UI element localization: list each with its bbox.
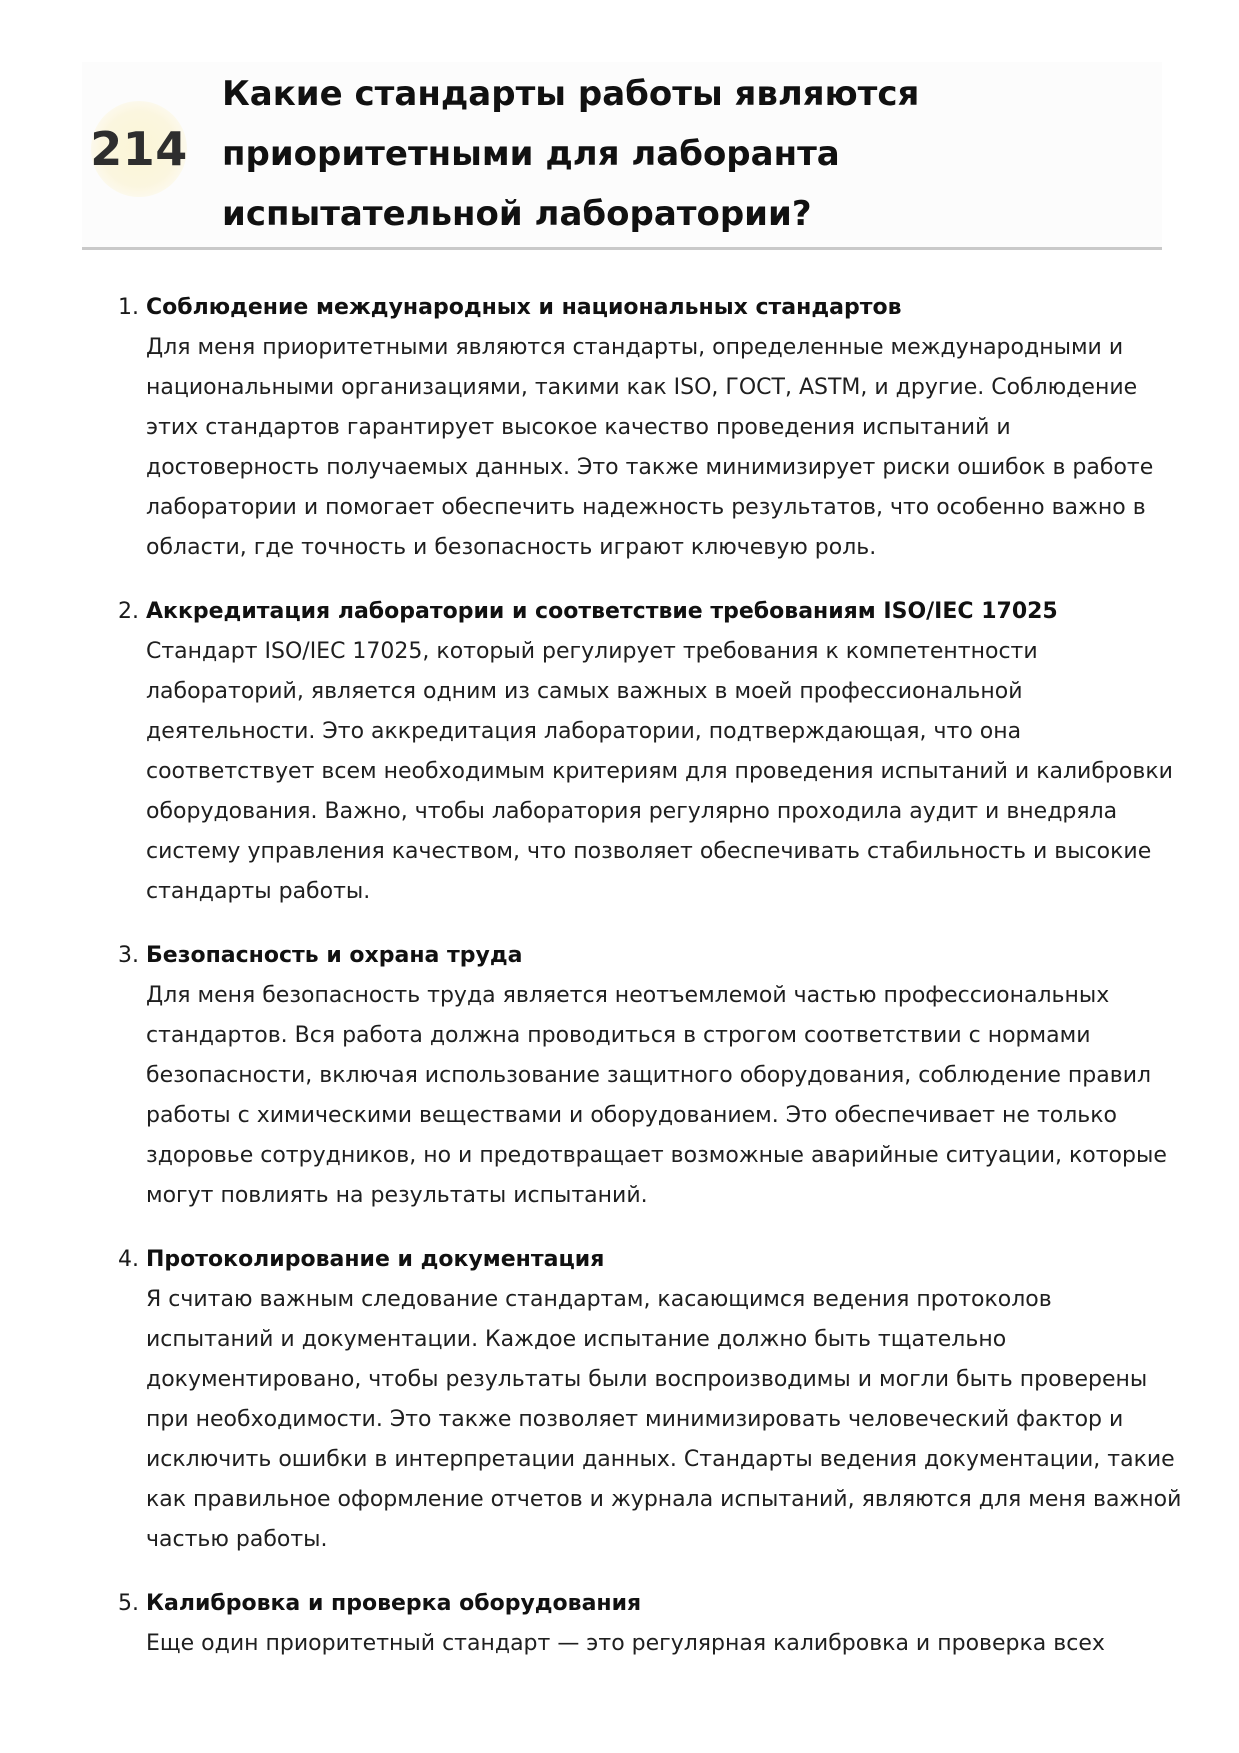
question-title: Какие стандарты работы являются приоритетными для лаборанта испытательной лаборатории? [222, 74, 920, 234]
question-number: 214 [90, 122, 188, 176]
list-item [115, 1240, 1182, 1560]
question-number-badge [91, 101, 187, 197]
item-text: Для меня безопасность труда является неотъемлемой частью профессиональных стандартов. Вся работа должна проводиться в строгом соответствии с нормами безопасности, включая использование защитного оборудования, соблюдение правил работы с химическими веществами и оборудованием. Это обеспечивает не только здоровье сотрудников, но и предотвращает возможные аварийные ситуации, которые могут повлиять на результаты испытаний. [146, 983, 1167, 1208]
list-item [115, 1584, 1175, 1664]
item-heading: Калибровка и проверка оборудования [146, 1591, 642, 1616]
item-heading: Соблюдение международных и национальных стандартов [146, 295, 902, 320]
answer-list [115, 288, 1182, 1688]
item-marker: 1. [118, 295, 139, 320]
item-heading: Безопасность и охрана труда [146, 943, 523, 968]
item-text: Стандарт ISO/IEC 17025, который регулирует требования к компетентности лабораторий, является одним из самых важных в моей профессиональной деятельности. Это аккредитация лаборатории, подтверждающая, что она соответствует всем необходимым критериям для проведения испытаний и калибровки оборудования. Важно, чтобы лаборатория регулярно проходила аудит и внедряла систему управления качеством, что позволяет обеспечивать стабильность и высокие стандарты работы. [146, 639, 1173, 904]
item-heading: Аккредитация лаборатории и соответствие требованиям ISO/IEC 17025 [146, 599, 1058, 624]
item-heading: Протоколирование и документация [146, 1247, 605, 1272]
item-marker: 4. [118, 1247, 139, 1272]
list-item [115, 288, 1175, 568]
item-text: Для меня приоритетными являются стандарты, определенные международными и национальными организациями, такими как ISO, ГОСТ, ASTM, и другие. Соблюдение этих стандартов гарантирует высокое качество проведения испытаний и достоверность получаемых данных. Это также минимизирует риски ошибок в работе лаборатории и помогает обеспечить надежность результатов, что особенно важно в области, где точность и безопасность играют ключевую роль. [146, 335, 1154, 560]
question-header [82, 62, 1162, 250]
list-item [115, 936, 1175, 1216]
item-marker: 2. [118, 599, 139, 624]
item-marker: 3. [118, 943, 139, 968]
item-text: Еще один приоритетный стандарт — это регулярная калибровка и проверка всех [146, 1631, 1105, 1656]
item-marker: 5. [118, 1591, 139, 1616]
item-text: Я считаю важным следование стандартам, касающимся ведения протоколов испытаний и документации. Каждое испытание должно быть тщательно документировано, чтобы результаты были воспроизводимы и могли быть проверены при необходимости. Это также позволяет минимизировать человеческий фактор и исключить ошибки в интерпретации данных. Стандарты ведения документации, такие как правильное оформление отчетов и журнала испытаний, являются для меня важной частью работы. [146, 1287, 1182, 1552]
list-item [115, 592, 1175, 912]
